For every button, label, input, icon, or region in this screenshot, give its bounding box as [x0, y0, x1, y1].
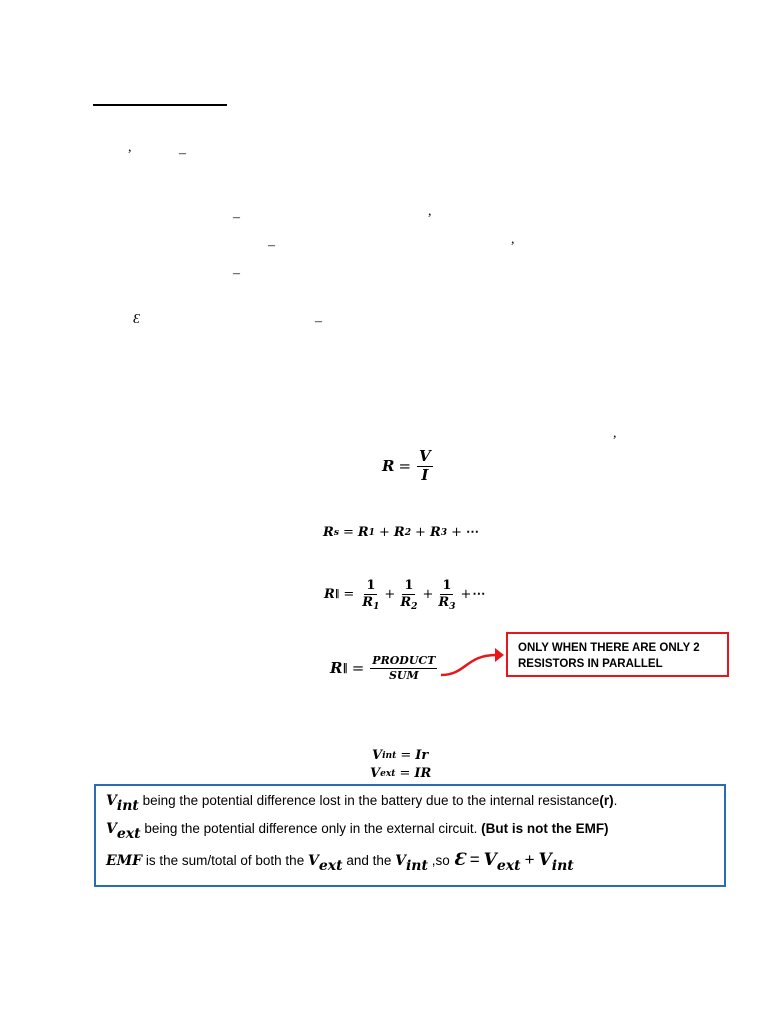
- emf-definition: EMF is the sum/total of both the $V_{ext}$ and the $V_{int}$ ,so Ɛ = $V_{ext} + V_{int}$: [106, 850, 574, 874]
- v-ext-formula: V ext = IR: [370, 766, 432, 781]
- stray-dash-4: –: [233, 266, 240, 281]
- v-ext-definition: $V_{ext}$ being the potential difference only in the external circuit. (But is not the EMF): [106, 821, 609, 842]
- stray-dash-1: –: [179, 146, 186, 161]
- parallel-note-box: [506, 632, 729, 677]
- series-resistance-formula: R s = R 1 + R 2 + R 3 + ⋯: [323, 525, 479, 540]
- heading-underline: [93, 104, 227, 106]
- stray-comma-2: ,: [428, 204, 432, 219]
- ohm-law-formula: R = $\frac{V}{I}$: [382, 447, 431, 484]
- stray-dash-2: –: [233, 210, 240, 225]
- stray-dash-3: –: [268, 238, 275, 253]
- product-over-sum-formula: R ‖ = $\frac{\text{PRODUCT}}{\text{SUM}}$: [330, 654, 436, 682]
- stray-comma-3: ,: [511, 232, 515, 247]
- stray-comma-4: ,: [613, 426, 617, 441]
- emf-definition-box: [94, 784, 726, 887]
- parallel-note-text: ONLY WHEN THERE ARE ONLY 2 RESISTORS IN PARALLEL: [518, 642, 700, 670]
- stray-comma-1: ,: [128, 140, 132, 155]
- v-int-formula: V int = Ir: [372, 748, 429, 763]
- callout-arrow-icon: [438, 643, 508, 683]
- parallel-resistance-formula: R ‖ = $\frac{1}{R_1}$ + $\frac{1}{R_2}$ + $\frac{1}{R_3}$ + ⋯: [324, 578, 486, 612]
- stray-dash-5: –: [315, 314, 322, 329]
- stray-epsilon: Ɛ: [133, 312, 140, 327]
- v-int-definition: $V_{int}$ being the potential difference lost in the battery due to the internal resistance(r).: [106, 793, 618, 814]
